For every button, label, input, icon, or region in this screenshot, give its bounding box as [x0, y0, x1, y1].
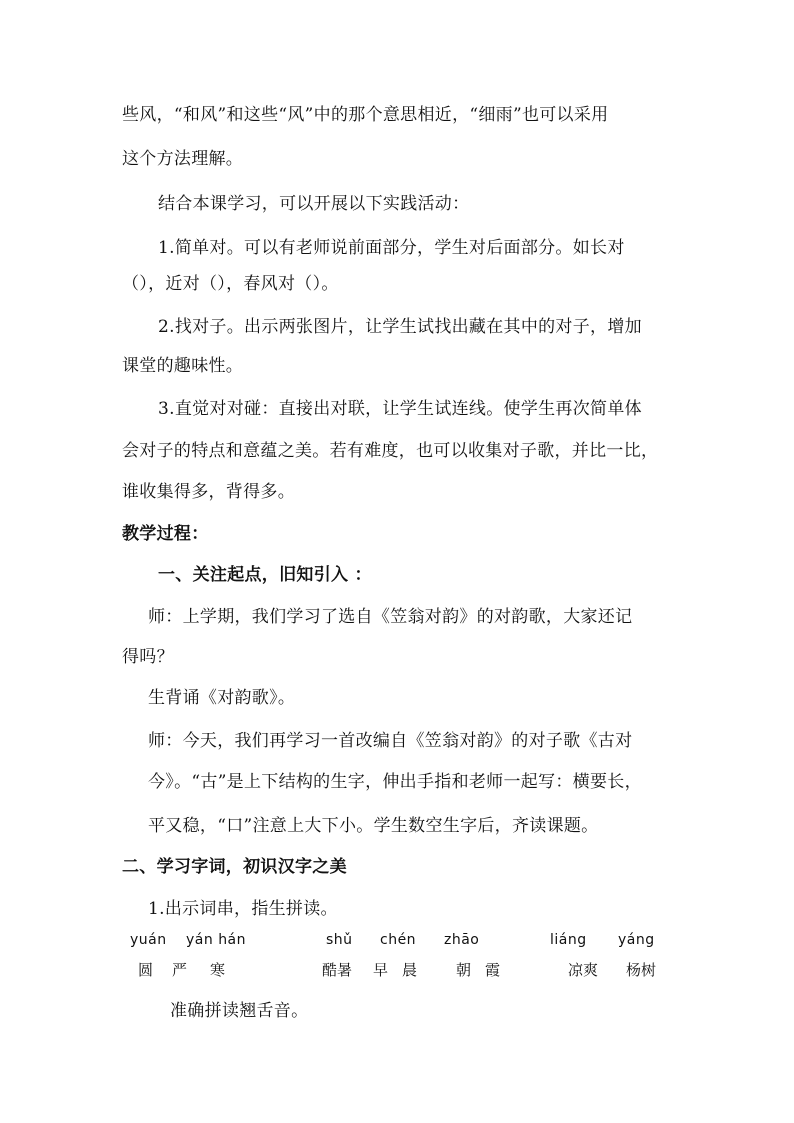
pinyin-item: liáng — [550, 932, 587, 948]
hanzi-item: 凉爽 — [568, 961, 599, 979]
pinyin-item: chén — [380, 932, 417, 948]
pinyin-item: yuán — [130, 932, 167, 948]
hanzi-item: 杨树 — [626, 961, 657, 979]
paragraph-line: 3.直觉对对碰：直接出对联，让学生试连线。使学生再次简单体 — [158, 399, 642, 419]
dialogue-line: 平又稳，“口”注意上大下小。学生数空生字后，齐读课题。 — [148, 816, 599, 836]
dialogue-line: 师：今天，我们再学习一首改编自《笠翁对韵》的对子歌《古对 — [148, 731, 633, 751]
paragraph-line: 会对子的特点和意蕴之美。若有难度，也可以收集对子歌，并比一比， — [122, 441, 659, 461]
paragraph-line: 谁收集得多，背得多。 — [122, 482, 295, 502]
dialogue-line: 得吗？ — [122, 647, 174, 667]
paragraph-line: 2.找对子。出示两张图片，让学生试找出藏在其中的对子，增加 — [158, 317, 642, 337]
word-list-intro: 1.出示词串，指生拼读。 — [148, 899, 338, 919]
pinyin-item: zhāo — [444, 932, 480, 948]
pinyin-item: yáng — [618, 932, 655, 948]
dialogue-line: 师：上学期，我们学习了选自《笠翁对韵》的对韵歌，大家还记 — [148, 607, 633, 627]
paragraph-line: 些风，“和风”和这些“风”中的那个意思相近，“细雨”也可以采用 — [122, 105, 609, 125]
paragraph-line: 结合本课学习，可以开展以下实践活动： — [158, 194, 470, 214]
pinyin-item: shǔ — [326, 932, 353, 948]
paragraph-line: （），近对（），春风对（）。 — [122, 274, 339, 294]
paragraph-line: 这个方法理解。 — [122, 149, 244, 169]
hanzi-item: 圆 — [138, 961, 154, 979]
hanzi-item: 早 — [373, 961, 389, 979]
hanzi-item: 寒 — [210, 961, 226, 979]
pinyin-item: yán hán — [186, 932, 247, 948]
dialogue-line: 今》。“古”是上下结构的生字，伸出手指和老师一起写：横要长， — [148, 772, 642, 792]
hanzi-item: 霞 — [485, 961, 501, 979]
hanzi-item: 严 — [172, 961, 188, 979]
heading-section-2: 二、学习字词，初识汉字之美 — [122, 857, 347, 877]
paragraph-line: 1.简单对。可以有老师说前面部分，学生对后面部分。如长对 — [158, 238, 625, 258]
heading-section-1: 一、关注起点，旧知引入 ： — [158, 565, 372, 585]
paragraph-line: 课堂的趣味性。 — [122, 356, 244, 376]
hanzi-item: 朝 — [456, 961, 472, 979]
hanzi-item: 酷暑 — [322, 961, 353, 979]
dialogue-line: 生背诵《对韵歌》。 — [148, 688, 296, 708]
word-list-note: 准确拼读翘舌音。 — [170, 1001, 309, 1021]
heading-teaching-process: 教学过程： — [122, 524, 209, 544]
hanzi-item: 晨 — [402, 961, 418, 979]
